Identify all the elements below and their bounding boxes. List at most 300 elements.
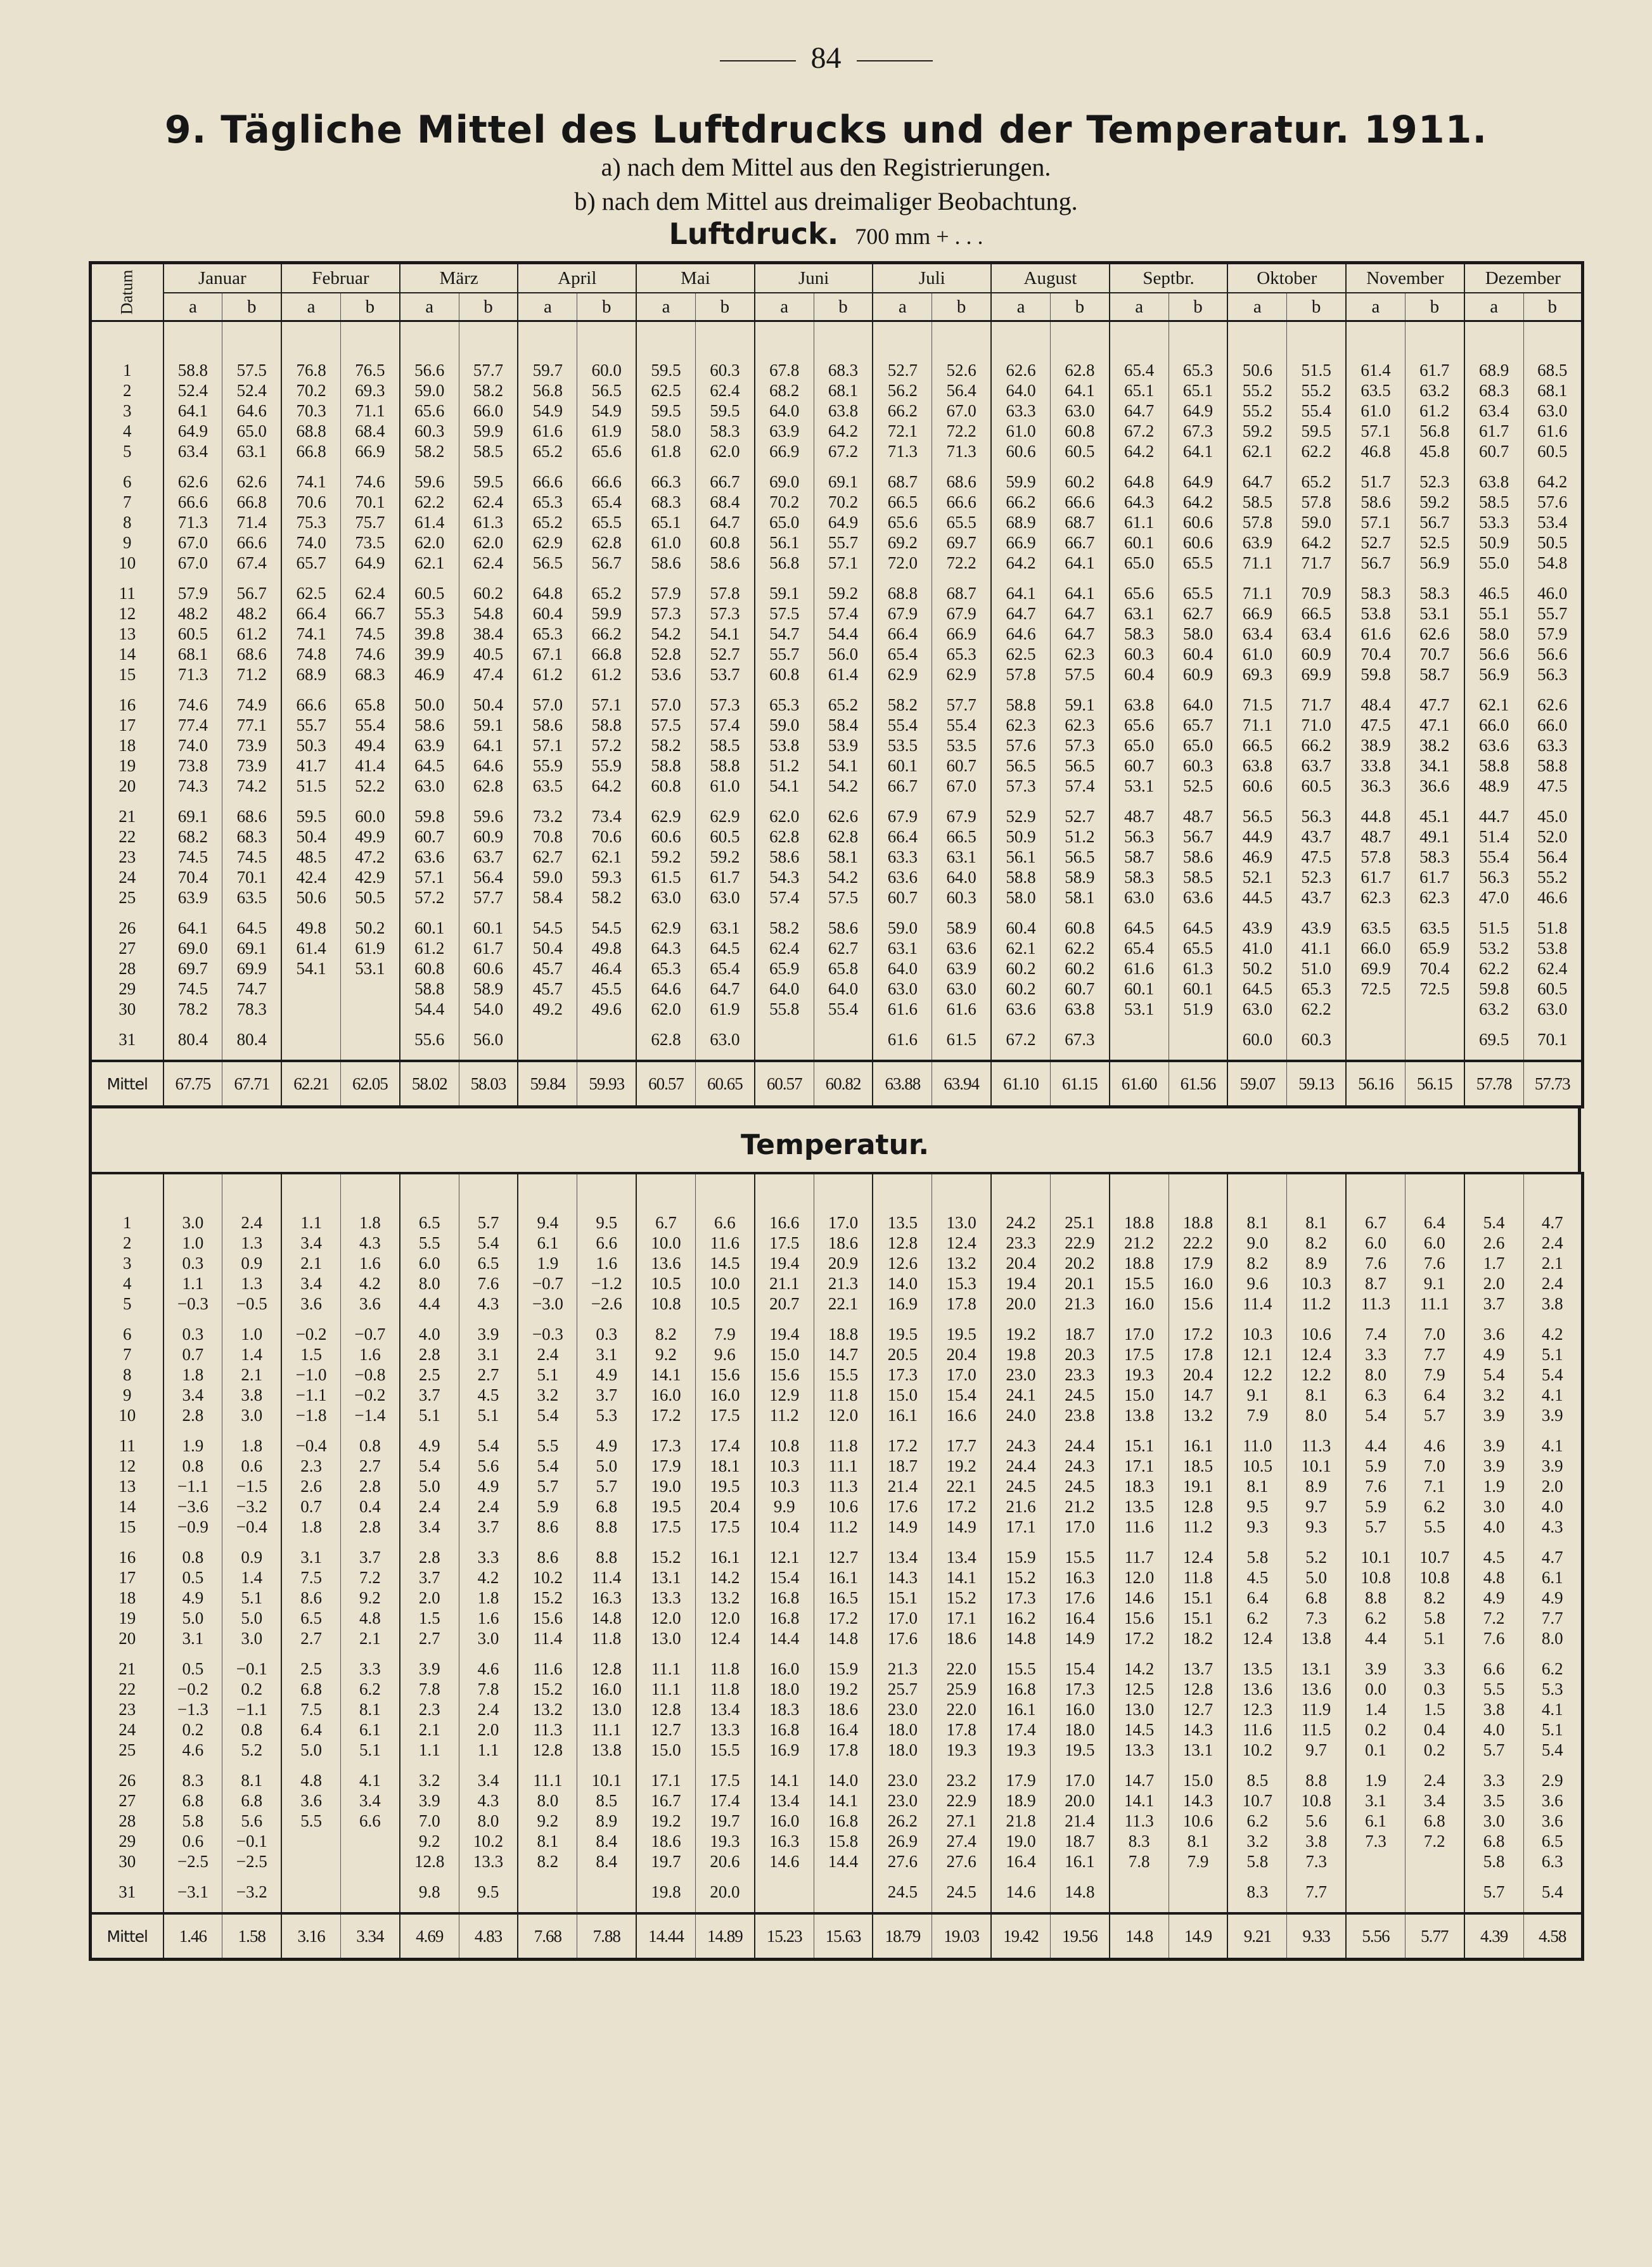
day-number: 9 bbox=[123, 1385, 132, 1404]
spacer-cell bbox=[281, 461, 340, 472]
value-cell: 64.1 bbox=[163, 401, 222, 421]
mittel-value: 14.44 bbox=[636, 1913, 695, 1960]
value-cell: 17.4 bbox=[695, 1435, 754, 1456]
page-title: 9. Tägliche Mittel des Luftdrucks und der Temperatur. 1911. bbox=[164, 108, 1488, 152]
value-cell: 17.6 bbox=[873, 1628, 932, 1648]
value-cell: 62.1 bbox=[991, 938, 1050, 958]
table-row bbox=[91, 958, 1583, 979]
value-cell: 0.7 bbox=[163, 1344, 222, 1365]
spacer-cell bbox=[814, 1314, 873, 1324]
value-cell: 19.3 bbox=[932, 1740, 991, 1760]
table-row bbox=[91, 1253, 1583, 1273]
temperature-heading: Temperatur. bbox=[740, 1129, 930, 1161]
spacer-cell bbox=[636, 1872, 695, 1882]
value-cell: 51.9 bbox=[1169, 999, 1227, 1019]
spacer-cell bbox=[518, 322, 577, 360]
value-cell: 70.1 bbox=[1523, 1029, 1582, 1050]
spacer-cell bbox=[91, 1760, 163, 1770]
sub-col-b: b bbox=[1523, 293, 1582, 321]
spacer-cell bbox=[459, 684, 518, 695]
spacer-cell bbox=[400, 1760, 459, 1770]
value-cell: 56.5 bbox=[577, 380, 636, 401]
spacer-cell bbox=[340, 1872, 399, 1882]
value-cell: 19.2 bbox=[932, 1456, 991, 1476]
value-cell: 68.1 bbox=[814, 380, 873, 401]
value-cell: 61.0 bbox=[991, 421, 1050, 441]
value-cell: 17.2 bbox=[1169, 1324, 1227, 1344]
value-cell: 16.0 bbox=[755, 1811, 814, 1831]
value-cell: 10.4 bbox=[755, 1517, 814, 1537]
spacer-cell bbox=[1405, 1425, 1464, 1435]
value-cell: 65.6 bbox=[1110, 583, 1169, 603]
value-cell: 52.2 bbox=[340, 776, 399, 796]
spacer-cell bbox=[814, 1760, 873, 1770]
value-cell: 65.3 bbox=[932, 644, 991, 664]
value-cell: 65.4 bbox=[1110, 938, 1169, 958]
value-cell: 65.6 bbox=[577, 441, 636, 461]
value-cell: 14.4 bbox=[755, 1628, 814, 1648]
spacer-cell bbox=[1169, 1760, 1227, 1770]
spacer-cell bbox=[1287, 1314, 1346, 1324]
value-cell: 18.7 bbox=[1050, 1831, 1109, 1851]
value-cell: 63.0 bbox=[695, 887, 754, 908]
value-cell: 56.5 bbox=[991, 755, 1050, 776]
value-cell: 55.8 bbox=[755, 999, 814, 1019]
spacer-cell bbox=[991, 1019, 1050, 1029]
sub-col-b: b bbox=[340, 293, 399, 321]
value-cell: 15.5 bbox=[1050, 1547, 1109, 1567]
value-cell: 69.0 bbox=[163, 938, 222, 958]
table-row bbox=[91, 1831, 1583, 1851]
value-cell: 0.8 bbox=[340, 1435, 399, 1456]
spacer-cell bbox=[814, 1019, 873, 1029]
value-cell: 56.5 bbox=[518, 553, 577, 573]
value-cell: 12.8 bbox=[1169, 1496, 1227, 1517]
value-cell: 62.6 bbox=[163, 472, 222, 492]
subtitle-b: b) nach dem Mittel aus dreimaliger Beobachtung. bbox=[574, 187, 1078, 215]
value-cell: 14.4 bbox=[814, 1851, 873, 1872]
value-cell: 5.7 bbox=[1464, 1882, 1523, 1902]
value-cell: −0.4 bbox=[222, 1517, 281, 1537]
value-cell: 22.0 bbox=[932, 1699, 991, 1719]
value-cell: 18.6 bbox=[814, 1699, 873, 1719]
spacer-cell bbox=[1346, 1902, 1405, 1912]
value-cell: 19.8 bbox=[991, 1344, 1050, 1365]
value-cell: 10.0 bbox=[695, 1273, 754, 1294]
spacer-cell bbox=[814, 684, 873, 695]
value-cell: 67.2 bbox=[1110, 421, 1169, 441]
spacer-cell bbox=[1287, 1173, 1346, 1212]
value-cell: 8.6 bbox=[518, 1547, 577, 1567]
value-cell: 3.0 bbox=[1464, 1496, 1523, 1517]
value-cell: 14.7 bbox=[814, 1344, 873, 1365]
spacer-cell bbox=[1464, 573, 1523, 583]
value-cell: 4.5 bbox=[1227, 1567, 1286, 1588]
value-cell: 6.0 bbox=[1405, 1233, 1464, 1253]
value-cell: 5.1 bbox=[400, 1405, 459, 1425]
value-cell: 71.1 bbox=[1227, 553, 1286, 573]
value-cell: 75.3 bbox=[281, 512, 340, 532]
day-number: 31 bbox=[118, 1030, 136, 1049]
spacer-cell bbox=[340, 573, 399, 583]
spacer-cell bbox=[636, 1314, 695, 1324]
value-cell: 68.3 bbox=[340, 664, 399, 684]
value-cell: 13.6 bbox=[1227, 1679, 1286, 1699]
spacer-cell bbox=[1346, 1537, 1405, 1547]
value-cell: 70.6 bbox=[577, 826, 636, 847]
spacer-cell bbox=[281, 322, 340, 360]
spacer-cell bbox=[1287, 1019, 1346, 1029]
value-cell: 43.9 bbox=[1287, 918, 1346, 938]
sub-col-a: a bbox=[1346, 293, 1405, 321]
spacer-cell bbox=[91, 1050, 163, 1060]
table-row bbox=[91, 806, 1583, 826]
value-cell: 3.4 bbox=[459, 1770, 518, 1790]
value-cell: 6.1 bbox=[1523, 1567, 1582, 1588]
value-cell: 9.0 bbox=[1227, 1233, 1286, 1253]
value-cell: 57.5 bbox=[755, 603, 814, 624]
value-cell: 12.1 bbox=[1227, 1344, 1286, 1365]
value-cell: 59.0 bbox=[755, 715, 814, 735]
value-cell: 16.1 bbox=[1050, 1851, 1109, 1872]
value-cell: −0.7 bbox=[518, 1273, 577, 1294]
table-row bbox=[91, 583, 1583, 603]
value-cell: 54.2 bbox=[636, 624, 695, 644]
value-cell: −1.1 bbox=[163, 1476, 222, 1496]
value-cell: 74.6 bbox=[340, 472, 399, 492]
value-cell: 9.6 bbox=[1227, 1273, 1286, 1294]
value-cell: 19.3 bbox=[991, 1740, 1050, 1760]
value-cell: 17.1 bbox=[932, 1608, 991, 1628]
spacer-cell bbox=[695, 1019, 754, 1029]
spacer-cell bbox=[577, 573, 636, 583]
value-cell: 4.9 bbox=[1464, 1588, 1523, 1608]
value-cell: 0.2 bbox=[163, 1719, 222, 1740]
spacer-cell bbox=[1050, 684, 1109, 695]
value-cell: 50.5 bbox=[1523, 532, 1582, 553]
value-cell: 57.3 bbox=[636, 603, 695, 624]
value-cell: 60.2 bbox=[1050, 472, 1109, 492]
spacer-cell bbox=[1287, 322, 1346, 360]
value-cell: 2.1 bbox=[340, 1628, 399, 1648]
value-cell: 24.5 bbox=[873, 1882, 932, 1902]
value-cell: 34.1 bbox=[1405, 755, 1464, 776]
day-number: 1 bbox=[123, 361, 132, 380]
mittel-row bbox=[91, 1061, 1583, 1107]
value-cell: 5.4 bbox=[400, 1456, 459, 1476]
value-cell: 60.1 bbox=[459, 918, 518, 938]
day-number: 7 bbox=[123, 1345, 132, 1364]
value-cell: −0.2 bbox=[163, 1679, 222, 1699]
value-cell: 62.0 bbox=[695, 441, 754, 461]
table-row bbox=[91, 1029, 1583, 1050]
table-row bbox=[91, 938, 1583, 958]
mittel-value: 60.57 bbox=[636, 1061, 695, 1107]
spacer-cell bbox=[1287, 1872, 1346, 1882]
spacer-cell bbox=[459, 1648, 518, 1659]
value-cell: 70.3 bbox=[281, 401, 340, 421]
value-cell: 27.6 bbox=[873, 1851, 932, 1872]
spacer-cell bbox=[1523, 1173, 1582, 1212]
pressure-heading bbox=[0, 217, 1652, 251]
value-cell: 53.6 bbox=[636, 664, 695, 684]
value-cell: 13.6 bbox=[636, 1253, 695, 1273]
value-cell: 8.7 bbox=[1346, 1273, 1405, 1294]
value-cell: 51.5 bbox=[1464, 918, 1523, 938]
spacer-cell bbox=[400, 1648, 459, 1659]
value-cell: 57.2 bbox=[400, 887, 459, 908]
value-cell: 4.1 bbox=[1523, 1435, 1582, 1456]
mittel-value: 61.10 bbox=[991, 1061, 1050, 1107]
value-cell: 16.1 bbox=[1169, 1435, 1227, 1456]
value-cell: 67.3 bbox=[1169, 421, 1227, 441]
value-cell: 2.1 bbox=[281, 1253, 340, 1273]
table-row bbox=[91, 1719, 1583, 1740]
value-cell: 16.8 bbox=[755, 1719, 814, 1740]
value-cell: 61.2 bbox=[400, 938, 459, 958]
value-cell: 74.0 bbox=[163, 735, 222, 755]
spacer-cell bbox=[1110, 1173, 1169, 1212]
value-cell: 17.0 bbox=[814, 1212, 873, 1233]
value-cell bbox=[281, 979, 340, 999]
value-cell: 65.0 bbox=[1110, 553, 1169, 573]
value-cell: 5.7 bbox=[1405, 1405, 1464, 1425]
value-cell: 0.3 bbox=[577, 1324, 636, 1344]
value-cell: 13.3 bbox=[1110, 1740, 1169, 1760]
value-cell: 44.5 bbox=[1227, 887, 1286, 908]
spacer-cell bbox=[459, 1019, 518, 1029]
value-cell: 60.1 bbox=[1110, 979, 1169, 999]
value-cell: 60.8 bbox=[695, 532, 754, 553]
table-row bbox=[91, 826, 1583, 847]
spacer-cell bbox=[1523, 1050, 1582, 1060]
value-cell: 10.7 bbox=[1227, 1790, 1286, 1811]
spacer-cell bbox=[459, 1425, 518, 1435]
spacer-cell bbox=[991, 1902, 1050, 1912]
spacer-cell bbox=[400, 796, 459, 806]
value-cell: 60.6 bbox=[1227, 776, 1286, 796]
value-cell: 60.6 bbox=[636, 826, 695, 847]
value-cell: 60.7 bbox=[1110, 755, 1169, 776]
value-cell: 66.9 bbox=[755, 441, 814, 461]
value-cell: 8.0 bbox=[1287, 1405, 1346, 1425]
value-cell: 58.3 bbox=[1346, 583, 1405, 603]
value-cell: 4.6 bbox=[163, 1740, 222, 1760]
value-cell: 11.8 bbox=[695, 1679, 754, 1699]
value-cell: 53.3 bbox=[1464, 512, 1523, 532]
value-cell: 62.7 bbox=[1169, 603, 1227, 624]
spacer-cell bbox=[1287, 796, 1346, 806]
datum-header bbox=[91, 263, 163, 321]
value-cell: 11.2 bbox=[1169, 1517, 1227, 1537]
value-cell: 12.4 bbox=[1287, 1344, 1346, 1365]
value-cell: 6.8 bbox=[222, 1790, 281, 1811]
value-cell: 52.4 bbox=[163, 380, 222, 401]
value-cell: 65.7 bbox=[281, 553, 340, 573]
value-cell: 17.9 bbox=[991, 1770, 1050, 1790]
value-cell: 60.6 bbox=[1169, 512, 1227, 532]
value-cell: 5.1 bbox=[518, 1365, 577, 1385]
spacer-cell bbox=[1464, 1872, 1523, 1882]
spacer-cell bbox=[1464, 684, 1523, 695]
value-cell: 18.5 bbox=[1169, 1456, 1227, 1476]
spacer-cell bbox=[1169, 461, 1227, 472]
value-cell: 66.2 bbox=[991, 492, 1050, 512]
value-cell: 61.2 bbox=[518, 664, 577, 684]
value-cell: 67.8 bbox=[755, 360, 814, 380]
value-cell: 71.3 bbox=[873, 441, 932, 461]
value-cell: 77.1 bbox=[222, 715, 281, 735]
spacer-cell bbox=[695, 796, 754, 806]
day-number: 4 bbox=[123, 421, 132, 440]
value-cell: 5.3 bbox=[577, 1405, 636, 1425]
spacer-cell bbox=[1287, 1050, 1346, 1060]
value-cell: 8.1 bbox=[340, 1699, 399, 1719]
value-cell: 11.3 bbox=[1346, 1294, 1405, 1314]
value-cell: 16.1 bbox=[814, 1567, 873, 1588]
value-cell: 5.9 bbox=[1346, 1496, 1405, 1517]
mittel-value: 60.65 bbox=[695, 1061, 754, 1107]
value-cell: 48.4 bbox=[1346, 695, 1405, 715]
value-cell: 9.3 bbox=[1287, 1517, 1346, 1537]
value-cell: 60.3 bbox=[932, 887, 991, 908]
value-cell: 61.8 bbox=[636, 441, 695, 461]
spacer-cell bbox=[1227, 684, 1286, 695]
spacer-cell bbox=[1405, 322, 1464, 360]
value-cell: 55.4 bbox=[814, 999, 873, 1019]
value-cell: 39.9 bbox=[400, 644, 459, 664]
value-cell: 3.6 bbox=[340, 1294, 399, 1314]
value-cell: 60.8 bbox=[755, 664, 814, 684]
value-cell: 50.4 bbox=[518, 938, 577, 958]
value-cell: 13.1 bbox=[1287, 1659, 1346, 1679]
value-cell: 14.7 bbox=[1169, 1385, 1227, 1405]
spacer-cell bbox=[1346, 684, 1405, 695]
month-header: August bbox=[991, 263, 1110, 293]
value-cell: 4.4 bbox=[1346, 1628, 1405, 1648]
value-cell: 66.6 bbox=[577, 472, 636, 492]
value-cell: 66.5 bbox=[873, 492, 932, 512]
value-cell: 7.0 bbox=[400, 1811, 459, 1831]
value-cell: 11.3 bbox=[1110, 1811, 1169, 1831]
value-cell: 11.6 bbox=[518, 1659, 577, 1679]
value-cell: 58.3 bbox=[1405, 847, 1464, 867]
value-cell: 4.5 bbox=[459, 1385, 518, 1405]
value-cell: −0.9 bbox=[163, 1517, 222, 1537]
value-cell bbox=[281, 1029, 340, 1050]
value-cell: 0.5 bbox=[163, 1567, 222, 1588]
value-cell: 21.2 bbox=[1050, 1496, 1109, 1517]
value-cell: 9.2 bbox=[340, 1588, 399, 1608]
value-cell: 20.9 bbox=[814, 1253, 873, 1273]
value-cell: 20.0 bbox=[695, 1882, 754, 1902]
value-cell: 55.7 bbox=[755, 644, 814, 664]
value-cell: 57.9 bbox=[163, 583, 222, 603]
value-cell: 64.1 bbox=[163, 918, 222, 938]
value-cell: 16.8 bbox=[755, 1588, 814, 1608]
value-cell: 66.6 bbox=[932, 492, 991, 512]
value-cell: 52.1 bbox=[1227, 867, 1286, 887]
value-cell: 12.2 bbox=[1287, 1365, 1346, 1385]
value-cell: 50.4 bbox=[459, 695, 518, 715]
value-cell: 63.0 bbox=[1110, 887, 1169, 908]
value-cell: 58.7 bbox=[1110, 847, 1169, 867]
value-cell: 61.7 bbox=[1405, 867, 1464, 887]
value-cell: 60.8 bbox=[400, 958, 459, 979]
spacer-cell bbox=[1050, 1019, 1109, 1029]
value-cell: 69.1 bbox=[814, 472, 873, 492]
value-cell: 52.8 bbox=[636, 644, 695, 664]
value-cell: 58.9 bbox=[932, 918, 991, 938]
day-number: 31 bbox=[118, 1882, 136, 1901]
value-cell: 48.2 bbox=[222, 603, 281, 624]
spacer-cell bbox=[1405, 461, 1464, 472]
value-cell: 62.2 bbox=[1050, 938, 1109, 958]
value-cell: 55.4 bbox=[1464, 847, 1523, 867]
spacer-cell bbox=[1523, 461, 1582, 472]
spacer-cell bbox=[991, 1648, 1050, 1659]
value-cell: 0.3 bbox=[163, 1324, 222, 1344]
spacer-cell bbox=[755, 1760, 814, 1770]
value-cell: 2.4 bbox=[518, 1344, 577, 1365]
value-cell: 5.6 bbox=[459, 1456, 518, 1476]
value-cell: 59.2 bbox=[695, 847, 754, 867]
value-cell: 63.8 bbox=[1050, 999, 1109, 1019]
value-cell: 18.8 bbox=[1110, 1212, 1169, 1233]
value-cell: 15.6 bbox=[1110, 1608, 1169, 1628]
value-cell: 64.0 bbox=[814, 979, 873, 999]
value-cell: 13.5 bbox=[1227, 1659, 1286, 1679]
value-cell: 63.6 bbox=[873, 867, 932, 887]
value-cell: 13.6 bbox=[1287, 1679, 1346, 1699]
value-cell: 0.3 bbox=[163, 1253, 222, 1273]
value-cell: 1.8 bbox=[459, 1588, 518, 1608]
value-cell: 65.9 bbox=[755, 958, 814, 979]
value-cell: 58.5 bbox=[459, 441, 518, 461]
spacer-cell bbox=[1227, 796, 1286, 806]
spacer-cell bbox=[1169, 684, 1227, 695]
table-row bbox=[91, 1608, 1583, 1628]
value-cell: 5.7 bbox=[577, 1476, 636, 1496]
value-cell: 20.1 bbox=[1050, 1273, 1109, 1294]
value-cell: 62.4 bbox=[695, 380, 754, 401]
spacer-cell bbox=[1050, 1425, 1109, 1435]
value-cell: −0.5 bbox=[222, 1294, 281, 1314]
value-cell: 4.0 bbox=[1464, 1719, 1523, 1740]
value-cell: 60.2 bbox=[991, 958, 1050, 979]
value-cell: 5.4 bbox=[1523, 1740, 1582, 1760]
value-cell: 16.0 bbox=[636, 1385, 695, 1405]
value-cell: 3.9 bbox=[400, 1659, 459, 1679]
value-cell: 4.8 bbox=[340, 1608, 399, 1628]
spacer-cell bbox=[1110, 573, 1169, 583]
value-cell: 16.1 bbox=[695, 1547, 754, 1567]
value-cell: 8.2 bbox=[1405, 1588, 1464, 1608]
value-cell: 8.2 bbox=[1287, 1233, 1346, 1253]
value-cell: 15.4 bbox=[932, 1385, 991, 1405]
value-cell: 2.4 bbox=[459, 1699, 518, 1719]
value-cell: 61.0 bbox=[1227, 644, 1286, 664]
value-cell: 56.0 bbox=[459, 1029, 518, 1050]
value-cell: 14.0 bbox=[814, 1770, 873, 1790]
spacer-cell bbox=[400, 684, 459, 695]
value-cell: 2.8 bbox=[400, 1344, 459, 1365]
value-cell: 71.7 bbox=[1287, 695, 1346, 715]
value-cell: 65.3 bbox=[755, 695, 814, 715]
table-row bbox=[91, 603, 1583, 624]
value-cell: 12.4 bbox=[932, 1233, 991, 1253]
value-cell bbox=[340, 1831, 399, 1851]
